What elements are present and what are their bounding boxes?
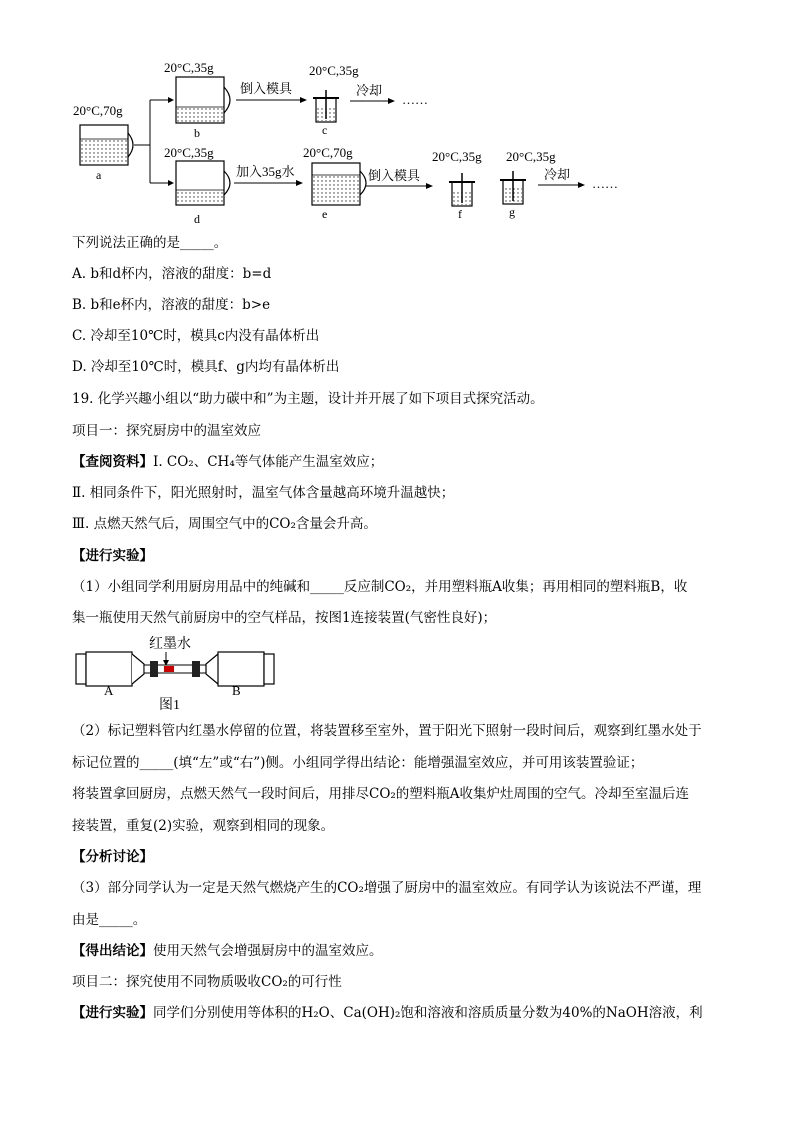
cup-b-name: b	[194, 126, 200, 140]
cup-e-label: 20°C,70g	[303, 145, 353, 160]
project1-title: 项目一：探究厨房中的温室效应	[72, 423, 261, 439]
figure-1-apparatus	[70, 632, 280, 712]
arrow-cool-2	[538, 167, 618, 191]
step2-line-3: 将装置拿回厨房，点燃天然气一段时间后，用排尽CO₂的塑料瓶A收集炉灶周围的空气。冷却至室温后连	[72, 786, 690, 802]
step3-line-1: （3）部分同学认为一定是天然气燃烧产生的CO₂增强了厨房中的温室效应。有同学认为该说法不严谨，理	[72, 880, 702, 896]
dots-2: ……	[592, 176, 618, 191]
cup-e-name: e	[322, 207, 328, 221]
cup-b-label: 20°C,35g	[164, 60, 214, 75]
analysis-label: 【分析讨论】	[72, 849, 153, 865]
cup-d-name: d	[194, 212, 200, 226]
figure-1-caption: 图1	[159, 698, 180, 712]
connecting-tube	[144, 661, 206, 677]
dots-1: ……	[402, 92, 428, 107]
mold-f-name: f	[458, 207, 462, 221]
cup-a	[73, 103, 133, 182]
step2-line-4: 接装置，重复(2)实验，观察到相同的现象。	[72, 818, 335, 834]
crystallization-flow-diagram	[60, 55, 640, 227]
reference-label: 【查阅资料】	[72, 454, 153, 470]
arrow-cool-1	[350, 83, 428, 107]
reference-item-2: Ⅱ. 相同条件下，阳光照射时，温室气体含量越高环境升温越快；	[72, 485, 455, 501]
conclusion-line	[72, 941, 383, 961]
arrow-pour-1	[236, 81, 307, 103]
mold-f-label: 20°C,35g	[432, 149, 482, 164]
step2-line-2: 标记位置的_____(填“左”或“右”)侧。小组同学得出结论：能增强温室效应，并可用该装置验证；	[72, 755, 644, 771]
experiment2-line	[72, 1003, 703, 1023]
arrow-add-water	[234, 164, 303, 186]
arrow-pour-2-label: 倒入模具	[368, 168, 421, 183]
experiment2-label: 【进行实验】	[72, 1005, 153, 1021]
bottle-b	[206, 652, 274, 686]
reference-line-1	[72, 452, 383, 472]
cup-e	[303, 145, 366, 221]
step2-line-1: （2）标记塑料管内红墨水停留的位置，将装置移至室外，置于阳光下照射一段时间后，观察到红墨水处于	[72, 723, 702, 739]
option-c: C. 冷却至10℃时，模具c内没有晶体析出	[72, 328, 320, 344]
mold-c-name: c	[322, 123, 328, 137]
q19-intro: 19. 化学兴趣小组以“助力碳中和”为主题，设计并开展了如下项目式探究活动。	[72, 391, 544, 407]
question-text: 下列说法正确的是_____。	[72, 235, 228, 251]
conclusion-label: 【得出结论】	[72, 943, 153, 959]
experiment-label: 【进行实验】	[72, 548, 153, 564]
step3-line-2: 由是_____。	[72, 912, 147, 928]
red-ink-label: 红墨水	[149, 637, 191, 652]
step1-line-2: 集一瓶使用天然气前厨房中的空气样品，按图1连接装置(气密性良好)；	[72, 610, 497, 626]
cup-d-label: 20°C,35g	[164, 145, 214, 160]
reference-item-3: Ⅲ. 点燃天然气后，周围空气中的CO₂含量会升高。	[72, 516, 377, 532]
arrow-cool-1-label: 冷却	[356, 83, 383, 98]
mold-g	[500, 149, 556, 219]
cup-a-name: a	[96, 168, 102, 182]
option-a: A. b和d杯内，溶液的甜度：b=d	[72, 266, 272, 282]
bottle-a	[76, 652, 144, 686]
conclusion-text: 使用天然气会增强厨房中的温室效应。	[153, 943, 383, 959]
mold-f	[432, 149, 482, 221]
arrow-add-water-label: 加入35g水	[236, 164, 295, 179]
reference-item-1: Ⅰ. CO₂、CH₄等气体能产生温室效应；	[153, 454, 384, 470]
option-b: B. b和e杯内，溶液的甜度：b>e	[72, 297, 271, 313]
mold-g-name: g	[509, 205, 515, 219]
project2-title: 项目二：探究使用不同物质吸收CO₂的可行性	[72, 974, 342, 990]
cup-a-label: 20°C,70g	[73, 103, 123, 118]
mold-c-label: 20°C,35g	[309, 63, 359, 78]
branch-lines	[134, 97, 174, 186]
mold-g-label: 20°C,35g	[506, 149, 556, 164]
arrow-pour-2	[366, 168, 433, 189]
step1-line-1: （1）小组同学利用厨房用品中的纯碱和_____反应制CO₂，并用塑料瓶A收集；再用相同的塑料瓶B，收	[72, 579, 688, 595]
bottle-b-label: B	[232, 683, 241, 698]
experiment2-text: 同学们分别使用等体积的H₂O、Ca(OH)₂饱和溶液和溶质质量分数为40%的NaOH溶液，利	[153, 1005, 703, 1021]
cup-d	[164, 145, 230, 226]
bottle-a-label: A	[104, 683, 114, 698]
option-d: D. 冷却至10℃时，模具f、g内均有晶体析出	[72, 359, 340, 375]
red-ink-drop	[164, 666, 174, 672]
arrow-cool-2-label: 冷却	[544, 167, 571, 182]
arrow-pour-1-label: 倒入模具	[240, 81, 293, 96]
mold-c	[309, 63, 359, 137]
